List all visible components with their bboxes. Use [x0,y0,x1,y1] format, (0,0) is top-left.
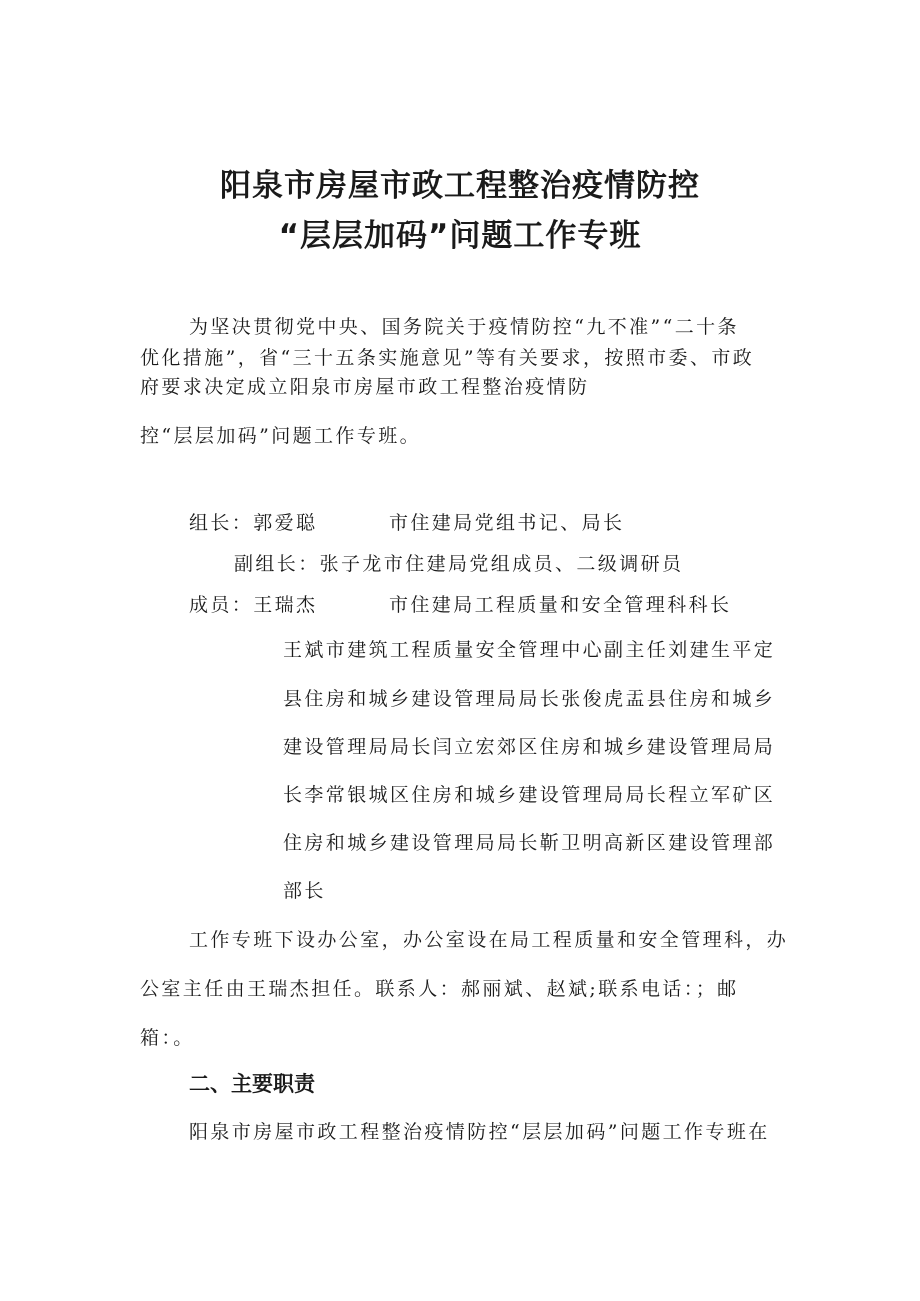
member-line-6: 部长 [283,880,326,902]
member-line-1: 王斌市建筑工程质量安全管理中心副主任刘建生平定 [283,639,776,661]
section-2-heading: 二、主要职责 [189,1072,315,1096]
member-line-2: 县住房和城乡建设管理局局长张俊虎盂县住房和城乡 [283,688,776,710]
document-title-line-2: “层层加码”问题工作专班 [278,218,642,254]
deputy-leader: 副组长：张子龙市住建局党组成员、二级调研员 [234,553,684,575]
office-line-3: 箱：。 [140,1027,195,1049]
section-2-text: 阳泉市房屋市政工程整治疫情防控“层层加码”问题工作专班在 [189,1121,770,1143]
intro-line-3: 府要求决定成立阳泉市房屋市政工程整治疫情防 [140,376,590,398]
member-label: 成员：王瑞杰 [189,594,318,616]
office-line-2: 公室主任由王瑞杰担任。联系人：郝丽斌、赵斌;联系电话：；邮 [140,978,739,1000]
intro-line-4: 控“层层加码”问题工作专班。 [140,425,422,447]
member-line-3: 建设管理局局长闫立宏郊区住房和城乡建设管理局局 [283,736,776,758]
document-title-line-1: 阳泉市房屋市政工程整治疫情防控 [220,168,700,204]
member-line-4: 长李常银城区住房和城乡建设管理局局长程立军矿区 [283,784,776,806]
intro-line-1: 为坚决贯彻党中央、国务院关于疫情防控“九不准”“二十条 [189,316,739,338]
leader-label: 组长：郭爱聪 [189,512,318,534]
member-title: 市住建局工程质量和安全管理科科长 [389,594,732,616]
member-line-5: 住房和城乡建设管理局局长靳卫明高新区建设管理部 [283,832,776,854]
intro-line-2: 优化措施”，省“三十五条实施意见”等有关要求，按照市委、市政 [140,347,755,369]
leader-title: 市住建局党组书记、局长 [389,512,625,534]
office-line-1: 工作专班下设办公室，办公室设在局工程质量和安全管理科，办 [189,929,789,951]
